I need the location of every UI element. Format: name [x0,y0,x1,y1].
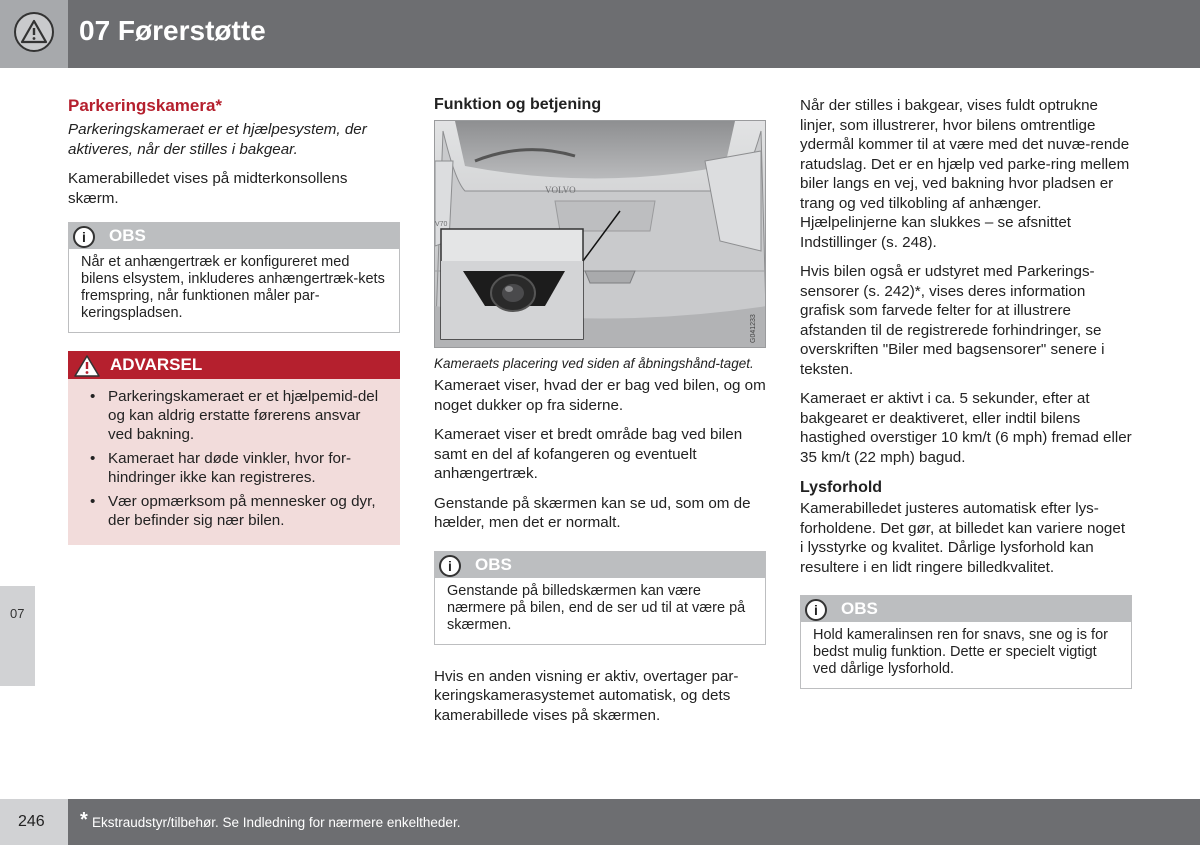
paragraph: Hvis en anden visning er aktiv, overtager par-keringskamerasystemet automatisk, og dets kamerabillede vises på skærmen. [434,667,739,724]
column-3 [800,96,1132,689]
chapter-tab-label: 07 [10,606,25,621]
obs-header [801,596,1131,622]
info-icon: i [805,599,827,621]
obs-text: Genstande på billedskærmen kan være nærmere på bilen, end de ser ud til at være på skærmen. [447,582,746,633]
info-icon: i [439,555,461,577]
obs-header [69,223,399,249]
obs-note-box [800,595,1132,689]
info-icon: i [73,226,95,248]
caution-triangle-icon [74,355,100,377]
section-title: Parkeringskamera* [68,96,223,115]
obs-label: OBS [109,226,146,245]
page-number: 246 [18,813,45,830]
column-1 [68,96,400,545]
paragraph: Genstande på skærmen kan se ud, som om de hælder, men det er normalt. [434,494,751,531]
warning-item: • Kameraet har døde vinkler, hvor for-hindringer ikke kan registreres. [80,449,388,487]
brand-text: VOLVO [545,185,576,195]
obs-label: OBS [475,554,512,574]
figure-code: G041233 [750,314,757,343]
car-rear-illustration [435,121,766,348]
warning-list [68,379,400,545]
footer-bar [68,799,1200,845]
obs-note-box [434,551,766,645]
subheading: Lysforhold [800,479,883,496]
camera-location-figure [434,120,766,348]
warning-item: • Vær opmærksom på mennesker og dyr, der befinder sig nær bilen. [80,492,388,530]
paragraph: Kameraet er aktivt i ca. 5 sekunder, efter at bakgearet er deaktiveret, eller indtil bilens hastighed overstiger 10 km/t (6 mph) fremad eller 35 km/t (22 mph) bagud. [800,390,1132,466]
header-bar [68,0,1200,68]
obs-text: Når et anhængertræk er konfigureret med bilens elsystem, inkluderes anhængertræk-kets fremspring, når funktionen måler par-keringspladsen. [81,254,385,321]
column-2 [434,96,766,725]
obs-header [435,552,765,578]
chapter-tab [0,586,35,686]
obs-label: OBS [841,599,878,618]
warning-triangle-icon [14,12,54,52]
section-intro: Parkeringskameraet er et hjælpesystem, der aktiveres, når der stilles i bakgear. [68,121,367,158]
paragraph: Kamerabilledet vises på midterkonsollens skærm. [68,170,348,207]
model-badge: V70 [435,221,448,228]
figure-caption: Kameraets placering ved siden af åbningshånd-taget. [434,356,754,371]
paragraph: Kameraet viser, hvad der er bag ved bilen, og om noget dukker op fra siderne. [434,377,766,414]
header-icon-box [0,0,68,68]
section-heading: Funktion og betjening [434,96,602,113]
footnote-star: * [80,809,88,831]
paragraph: Kameraet viser et bredt område bag ved bilen samt en del af kofangeren og eventuelt anhængertræk. [434,426,743,482]
paragraph: Hvis bilen også er udstyret med Parkerings-sensorer (s. 242)*, vises deres information grafisk som farvede felter for at illustrere afstanden til de registrerede forhindringer, se overskriften "Biler med bagsensorer" senere i teksten. [800,263,1105,378]
obs-text: Hold kameralinsen ren for snavs, sne og is for bedst mulig funktion. Dette er specielt vigtigt ved dårlige lysforhold. [813,627,1108,677]
warning-box [68,351,400,545]
paragraph: Kamerabilledet justeres automatisk efter lys-forholdene. Det gør, at billedet kan variere noget i lysstyrke og kvalitet. Dårlige lysforhold kan resultere i en lidt ringere billedkvalitet. [800,500,1126,576]
obs-note-box [68,222,400,333]
footnote-text: Ekstraudstyr/tilbehør. Se Indledning for nærmere enkeltheder. [92,815,461,830]
warning-label: ADVARSEL [110,355,203,374]
paragraph: Når der stilles i bakgear, vises fuldt optrukne linjer, som illustrerer, hvor bilens omtrentlige ydermål kommer til at være med det nuvæ-rende ratudslag. Det er en hjælp ved parke-ring mellem biler langs en vej, ved bakning hvor pladsen er trang og ved tilkobling af anhænger. Hjælpelinjerne kan slukkes – se afsnittet Indstillinger (s. 248). [800,97,1130,251]
warning-header [68,351,400,379]
chapter-title: 07 Førerstøtte [79,15,266,46]
page-number-box [0,799,68,845]
warning-item: • Parkeringskameraet er et hjælpemid-del og kan aldrig erstatte førerens ansvar ved bakning. [80,387,388,444]
